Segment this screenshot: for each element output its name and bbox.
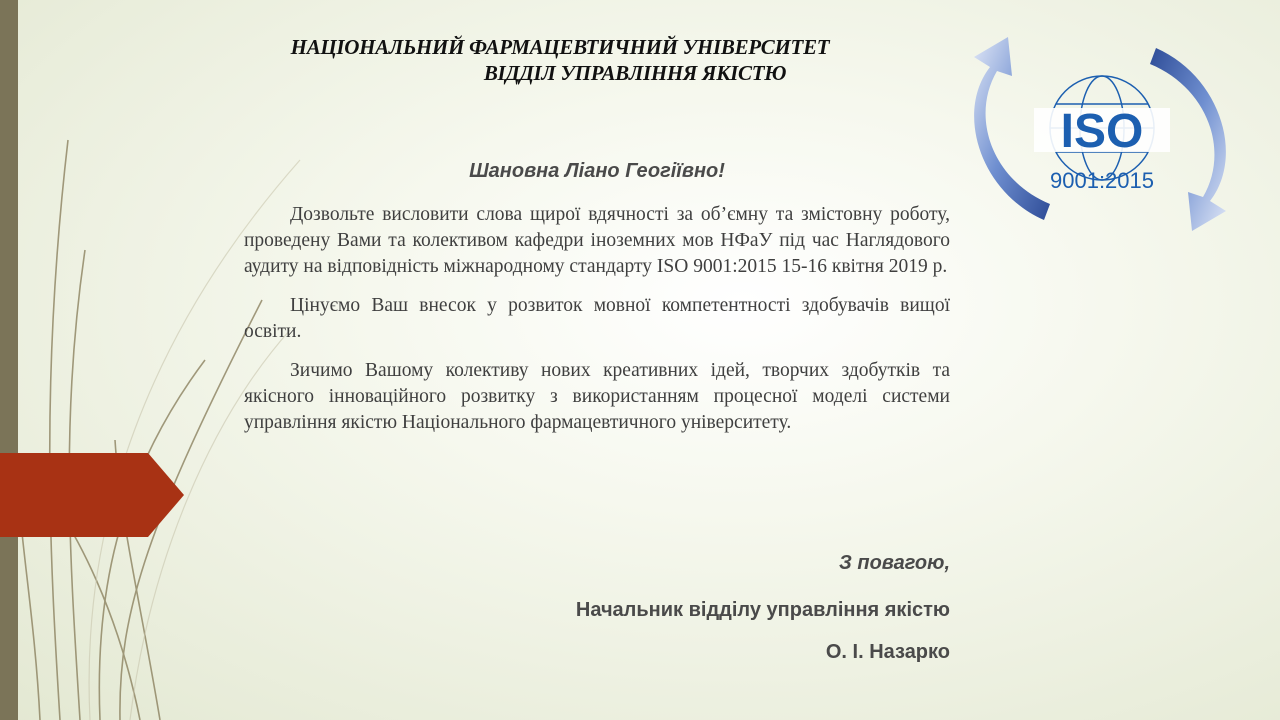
university-name: НАЦІОНАЛЬНИЙ ФАРМАЦЕВТИЧНИЙ УНІВЕРСИТЕТ (290, 35, 830, 59)
iso-mark-text: ISO (1060, 105, 1144, 158)
signer-name: О. І. Назарко (825, 641, 950, 663)
letter-body (244, 202, 950, 449)
letter-greeting: Шановна Ліано Геогіївно! (469, 160, 725, 182)
signer-title: Начальник відділу управління якістю (575, 599, 950, 621)
iso-logo (960, 26, 1240, 242)
letter-header (180, 34, 940, 86)
red-arrow-tab (0, 453, 190, 537)
letter-paragraph: Дозвольте висловити слова щирої вдячності за об’ємну та змістовну роботу, проведену Вами та колективом кафедри іноземних мов НФаУ під час Наглядового аудиту на відповідність міжнародному стандарту ISO 9001:2015 15-16 квітня 2019 р. (244, 204, 950, 277)
iso-standard-text: 9001:2015 (1050, 168, 1154, 193)
letter-paragraph: Зичимо Вашому колективу нових креативних ідей, творчих здобутків та якісного інноваційного розвитку з використанням процесної моделі системи управління якістю Національного фармацевтичного університету. (244, 360, 950, 433)
department-name: ВІДДІЛ УПРАВЛІННЯ ЯКІСТЮ (483, 61, 787, 85)
closing-phrase: З повагою, (838, 552, 950, 574)
letter-paragraph: Цінуємо Ваш внесок у розвиток мовної компетентності здобувачів вищої освіти. (244, 295, 950, 342)
